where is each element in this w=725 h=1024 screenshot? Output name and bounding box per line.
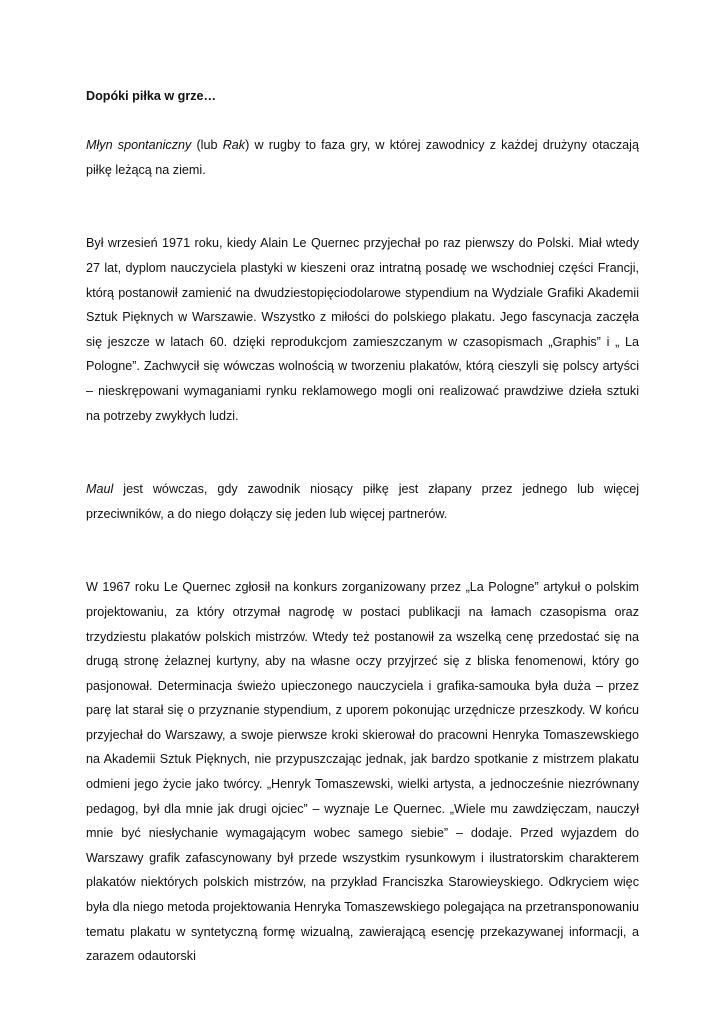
term-rak: Rak: [222, 138, 246, 153]
paragraph-competition-1967: W 1967 roku Le Quernec zgłosił na konkurs zorganizowany przez „La Pologne” artykuł o polskim projektowaniu, za który otrzymał nagrodę w postaci publikacji na łamach czasopisma oraz trzydziestu plakatów polskich mistrzów. Wtedy też postanowił za wszelką cenę przedostać się na drugą stronę żelaznej kurtyny, aby na własne oczy przyjrzeć się z bliska fenomenowi, który go pasjonował. Determinacja świeżo upieczonego nauczyciela i grafika-samouka była duża – przez parę lat starał się o przyznanie stypendium, z uporem pokonując urzędnicze przeszkody. W końcu przyjechał do Warszawy, a swoje pierwsze kroki skierował do pracowni Henryka Tomaszewskiego na Akademii Sztuk Pięknych, nie przypuszczając jednak, jak bardzo spotkanie z mistrzem plakatu odmieni jego życie jako twórcy. „Henryk Tomaszewski, wielki artysta, a jednocześnie niezrównany pedagog, był dla mnie jak drugi ojciec” – wyznaje Le Quernec. „Wiele mu zawdzięczam, nauczył mnie być niesłychanie wymagającym wobec samego siebie” – dodaje. Przed wyjazdem do Warszawy grafik zafascynowany był przede wszystkim rysunkowym i ilustratorskim charakterem plakatów niektórych polskich mistrzów, na przykład Franciszka Starowieyskiego. Odkryciem więc była dla niego metoda projektowania Henryka Tomaszewskiego polegająca na przetransponowaniu tematu plakatu w syntetyczną formę wizualną, zawierającą esencję przekazywanej informacji, a zarazem odautorski: [86, 580, 639, 964]
paragraph-rugby-maul: [86, 477, 639, 526]
paragraph-rugby-ruck-text-b: ) w rugby to faza gry, w której zawodnicy z każdej drużyny otaczają piłkę leżącą na ziemi.: [86, 138, 639, 177]
paragraph-rugby-ruck-text-a: (lub: [191, 138, 223, 153]
paragraph-rugby-maul-text: jest wówczas, gdy zawodnik niosący piłkę jest złapany przez jednego lub więcej przeciwników, a do niego dołączy się jeden lub więcej partnerów.: [86, 482, 639, 521]
term-ruck: Młyn spontaniczny: [86, 138, 192, 153]
paragraph-rugby-ruck: [86, 133, 639, 182]
term-maul: Maul: [86, 482, 114, 497]
paragraph-arrival-1971: Był wrzesień 1971 roku, kiedy Alain Le Quernec przyjechał po raz pierwszy do Polski. Miał wtedy 27 lat, dyplom nauczyciela plastyki w kieszeni oraz intratną posadę we wschodniej części Francji, którą postanowił zamienić na dwudziestopięciodolarowe stypendium na Wydziale Grafiki Akademii Sztuk Pięknych w Warszawie. Wszystko z miłości do polskiego plakatu. Jego fascynacja zaczęła się jeszcze w latach 60. dzięki reprodukcjom zamieszczanym w czasopismach „Graphis” i „ La Pologne”. Zachwycił się wówczas wolnością w tworzeniu plakatów, którą cieszyli się polscy artyści – nieskrępowani wymaganiami rynku reklamowego mogli oni realizować prawdziwe dzieła sztuki na potrzeby zwykłych ludzi.: [86, 236, 639, 423]
document-page: [86, 84, 639, 969]
document-title: Dopóki piłka w grze…: [86, 89, 217, 103]
